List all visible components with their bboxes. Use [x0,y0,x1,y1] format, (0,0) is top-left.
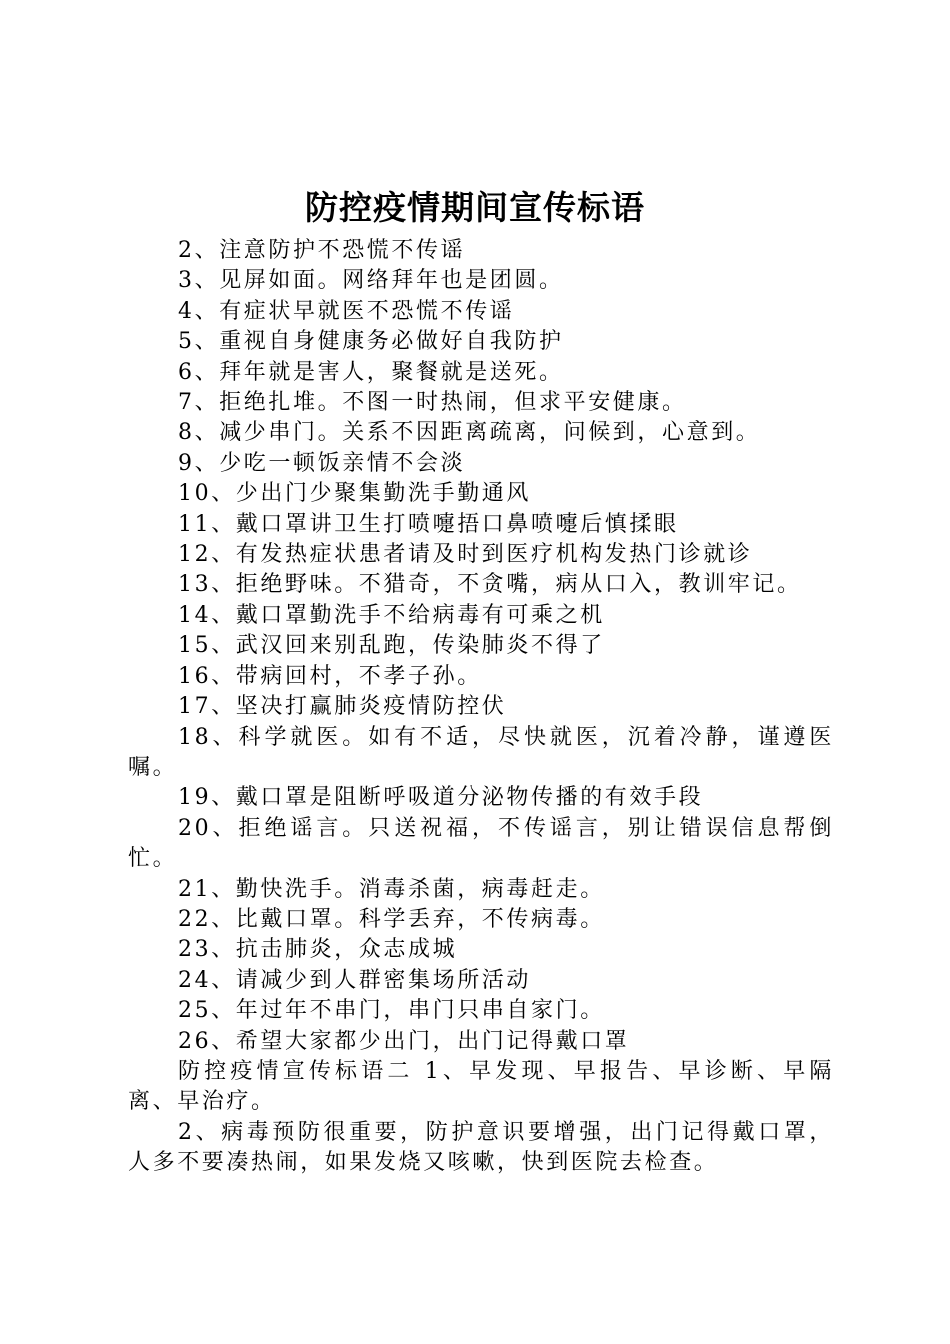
slogan-paragraph: 17、坚决打赢肺炎疫情防控伏 [178,694,507,720]
slogan-paragraph: 26、希望大家都少出门，出门记得戴口罩 [178,1028,630,1054]
slogan-paragraph: 5、重视自身健康务必做好自我防护 [178,329,564,355]
slogan-paragraph: 7、拒绝扎堆。不图一时热闹，但求平安健康。 [178,390,687,416]
slogan-paragraph: 6、拜年就是害人，聚餐就是送死。 [178,359,564,385]
slogan-paragraph: 4、有症状早就医不恐慌不传谣 [178,298,515,324]
document-title: 防控疫情期间宣传标语 [305,188,645,227]
slogan-paragraph: 23、抗击肺炎，众志成城 [178,937,458,963]
slogan-paragraph: 18、科学就医。如有不适，尽快就医，沉着冷静，谨遵医嘱。 [128,724,834,780]
slogan-paragraph: 20、拒绝谣言。只送祝福，不传谣言，别让错误信息帮倒忙。 [128,815,834,872]
slogan-paragraph: 22、比戴口罩。科学丢弃，不传病毒。 [178,906,605,932]
slogan-paragraph: 2、病毒预防很重要，防护意识要增强，出门记得戴口罩，人多不要凑热闹，如果发烧又咳嗽，快到医院去检查。 [128,1119,834,1176]
slogan-paragraph: 2、注意防护不恐慌不传谣 [178,238,466,263]
document-body [128,236,834,1179]
slogan-paragraph: 21、勤快洗手。消毒杀菌，病毒赶走。 [178,876,605,902]
slogan-paragraph: 24、请减少到人群密集场所活动 [178,967,531,993]
slogan-paragraph: 14、戴口罩勤洗手不给病毒有可乘之机 [178,602,605,628]
slogan-paragraph: 9、少吃一顿饭亲情不会淡 [178,450,466,476]
slogan-paragraph: 8、减少串门。关系不因距离疏离，问候到，心意到。 [178,420,761,446]
slogan-paragraph: 15、武汉回来别乱跑，传染肺炎不得了 [178,633,605,659]
slogan-paragraph: 19、戴口罩是阻断呼吸道分泌物传播的有效手段 [178,785,704,811]
slogan-paragraph: 10、少出门少聚集勤洗手勤通风 [178,481,531,507]
slogan-paragraph: 16、带病回村，不孝子孙。 [178,663,482,689]
slogan-paragraph: 13、拒绝野味。不猎奇，不贪嘴，病从口入，教训牢记。 [178,572,802,598]
slogan-paragraph: 25、年过年不串门，串门只串自家门。 [178,998,605,1024]
slogan-paragraph: 12、有发热症状患者请及时到医疗机构发热门诊就诊 [178,542,753,568]
slogan-paragraph: 3、见屏如面。网络拜年也是团圆。 [178,268,564,294]
section-paragraph: 防控疫情宣传标语二 1、早发现、早报告、早诊断、早隔离、早治疗。 [128,1058,834,1115]
slogan-paragraph: 11、戴口罩讲卫生打喷嚏捂口鼻喷嚏后慎揉眼 [178,511,679,537]
